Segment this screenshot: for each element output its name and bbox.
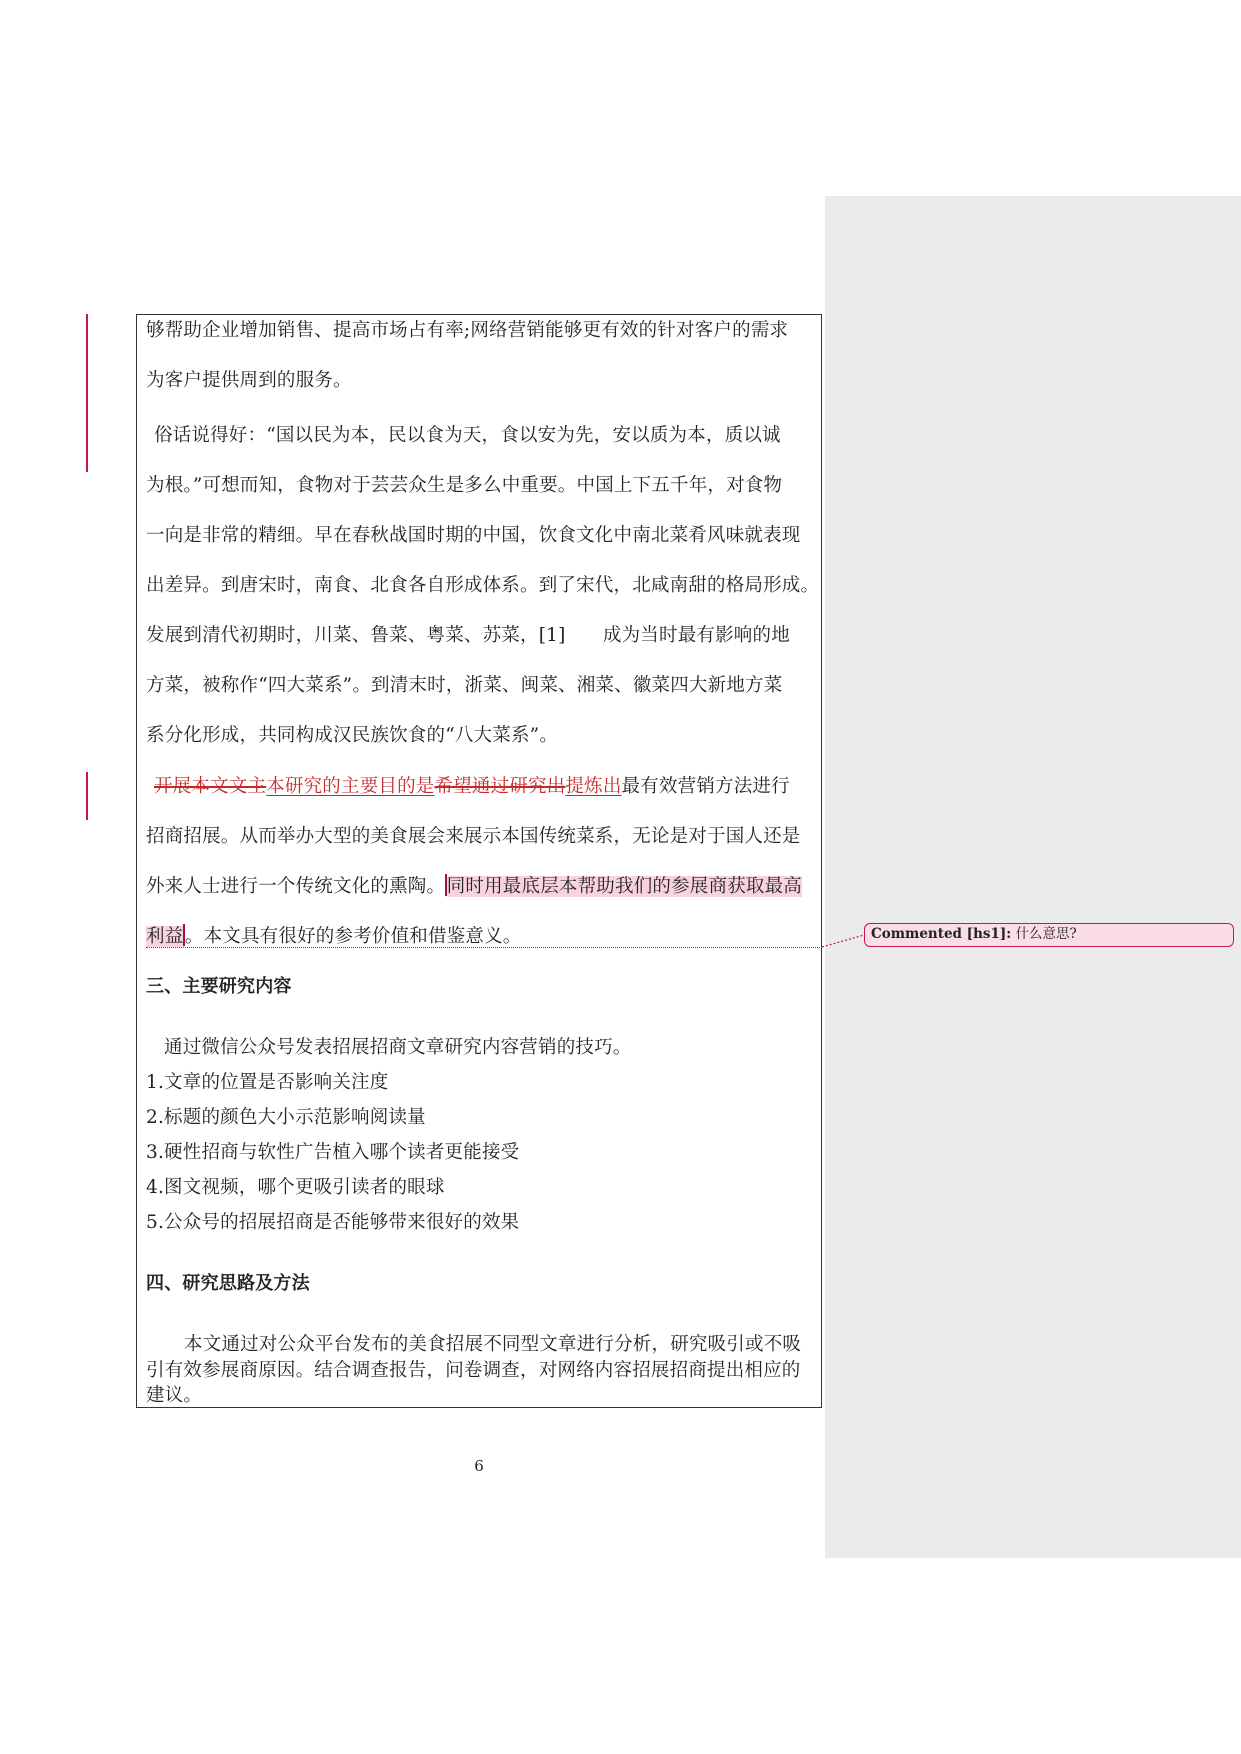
body-line: 够帮助企业增加销售、提高市场占有率;网络营销能够更有效的针对客户的需求 [146, 320, 789, 341]
body-line: 为客户提供周到的服务。 [146, 370, 352, 391]
list-item: 1.文章的位置是否影响关注度 [146, 1072, 389, 1093]
body-line: 通过微信公众号发表招展招商文章研究内容营销的技巧。 [164, 1037, 632, 1058]
change-bar [86, 772, 88, 820]
comment-text: 什么意思? [1015, 926, 1077, 942]
comment-anchor-line [146, 947, 822, 948]
list-item: 2.标题的颜色大小示范影响阅读量 [146, 1107, 426, 1128]
list-item: 4.图文视频，哪个更吸引读者的眼球 [146, 1177, 445, 1198]
deleted-text[interactable]: 开展本文文主 [154, 776, 267, 797]
body-line: 招商招展。从而举办大型的美食展会来展示本国传统菜系，无论是对于国人还是 [146, 826, 801, 847]
commented-text[interactable]: 利益 [146, 926, 184, 947]
body-text: 。本文具有很好的参考价值和借鉴意义。 [184, 926, 522, 947]
inserted-text[interactable]: 本研究的主要目的是 [266, 776, 435, 797]
body-line: 俗话说得好：“国以民为本，民以食为天，食以安为先，安以质为本，质以诚 [154, 425, 781, 446]
body-line: 出差异。到唐宋时，南食、北食各自形成体系。到了宋代，北咸南甜的格局形成。 [146, 575, 820, 596]
body-text: 外来人士进行一个传统文化的熏陶。 [146, 876, 446, 897]
body-line [146, 872, 816, 898]
change-bar [86, 314, 88, 472]
body-line: 引有效参展商原因。结合调查报告，问卷调查，对网络内容招展招商提出相应的 [146, 1360, 801, 1381]
body-line: 发展到清代初期时，川菜、鲁菜、粤菜、苏菜，[1] 成为当时最有影响的地 [146, 625, 790, 646]
inserted-text[interactable]: 提炼出 [565, 776, 622, 797]
section-heading: 四、研究思路及方法 [146, 1273, 310, 1294]
body-line: 一向是非常的精细。早在春秋战国时期的中国，饮食文化中南北菜肴风味就表现 [146, 525, 801, 546]
body-line: 本文通过对公众平台发布的美食招展不同型文章进行分析，研究吸引或不吸 [184, 1334, 802, 1355]
tracked-change-line [146, 772, 824, 798]
comment-balloon[interactable] [864, 923, 1234, 947]
list-item: 3.硬性招商与软性广告植入哪个读者更能接受 [146, 1142, 520, 1163]
body-line [146, 922, 816, 948]
comment-author: Commented [hs1]: [871, 926, 1012, 942]
deleted-text[interactable]: 希望通过研究出 [434, 776, 566, 797]
list-item: 5.公众号的招展招商是否能够带来很好的效果 [146, 1212, 520, 1233]
body-line: 为根。”可想而知，食物对于芸芸众生是多么中重要。中国上下五千年，对食物 [146, 475, 783, 496]
body-text: 最有效营销方法进行 [621, 776, 790, 797]
page-number: 6 [474, 1457, 484, 1475]
comment-pane [825, 196, 1241, 1558]
body-line: 方菜，被称作“四大菜系”。到清末时，浙菜、闽菜、湘菜、徽菜四大新地方菜 [146, 675, 783, 696]
body-line: 系分化形成，共同构成汉民族饮食的“八大菜系”。 [146, 725, 559, 746]
commented-text[interactable]: 同时用最底层本帮助我们的参展商获取最高 [446, 876, 803, 897]
section-heading: 三、主要研究内容 [146, 976, 292, 997]
body-line: 建议。 [146, 1385, 203, 1406]
